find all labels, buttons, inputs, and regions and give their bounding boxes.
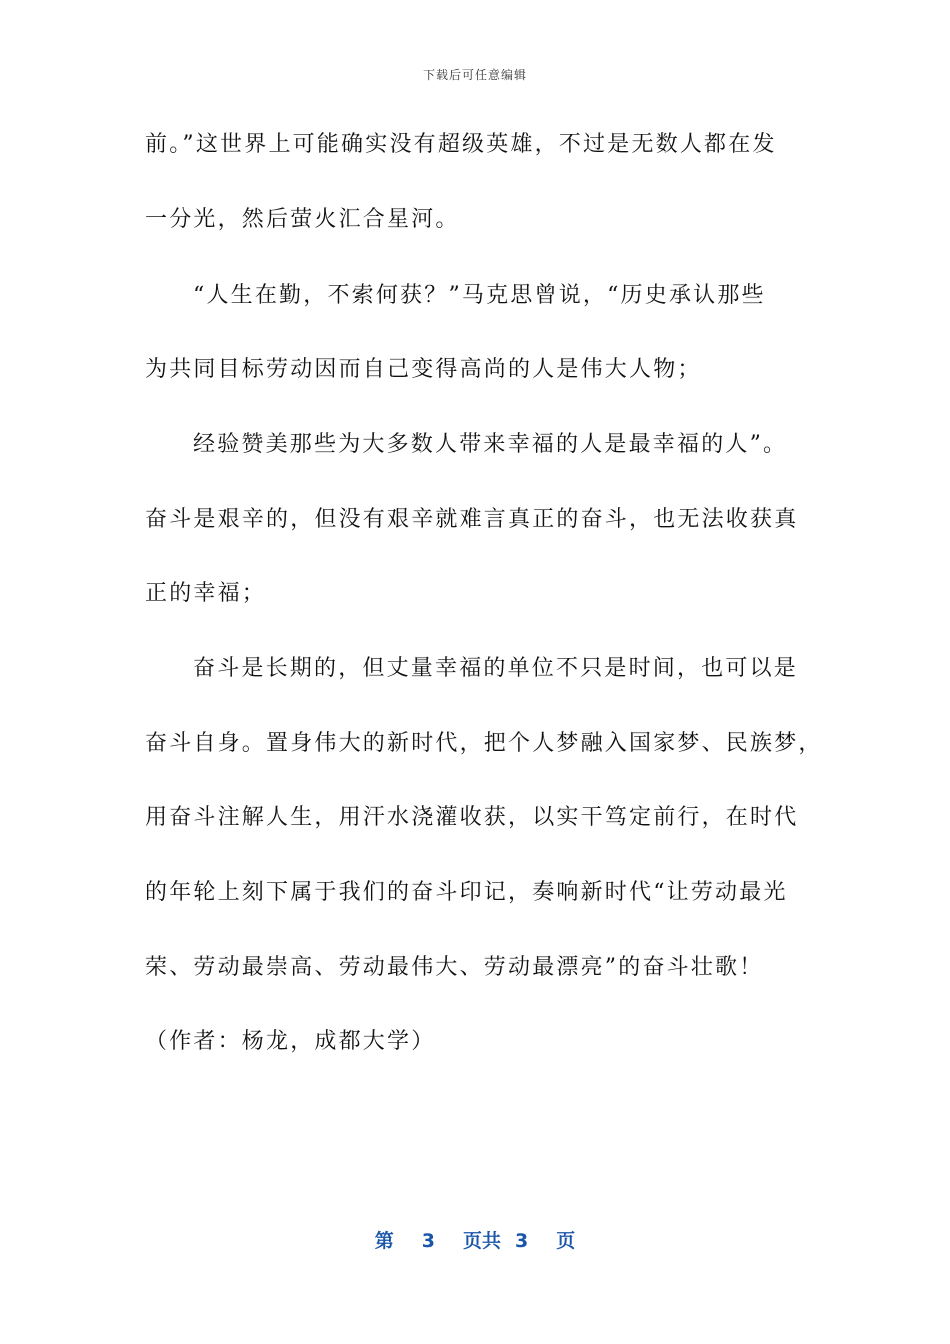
paragraph-line: 奋斗自身。置身伟大的新时代，把个人梦融入国家梦、民族梦， <box>145 731 823 756</box>
page-header: 下载后可任意编辑 <box>422 68 527 82</box>
author-credit: （作者：杨龙，成都大学） <box>145 1029 436 1054</box>
paragraph-line: 正的幸福； <box>145 581 267 606</box>
paragraph-line: 一分光，然后萤火汇合星河。 <box>145 207 460 232</box>
paragraph-line: 荣、劳动最崇高、劳动最伟大、劳动最漂亮”的奋斗壮歌！ <box>145 955 764 980</box>
footer-suffix: 页 <box>556 1230 576 1252</box>
paragraph-line: 前。”这世界上可能确实没有超级英雄，不过是无数人都在发 <box>145 132 777 157</box>
page-footer <box>0 1226 950 1253</box>
current-page-number: 3 <box>421 1230 435 1252</box>
paragraph-line: 的年轮上刻下属于我们的奋斗印记，奏响新时代“让劳动最光 <box>145 880 788 905</box>
paragraph-line: “人生在勤，不索何获？”马克思曾说，“历史承认那些 <box>193 283 766 308</box>
paragraph-line: 奋斗是艰辛的，但没有艰辛就难言真正的奋斗，也无法收获真 <box>145 507 799 532</box>
paragraph-line: 经验赞美那些为大多数人带来幸福的人是最幸福的人”。 <box>193 432 788 457</box>
total-page-number: 3 <box>515 1230 529 1252</box>
paragraph-line: 用奋斗注解人生，用汗水浇灌收获，以实干笃定前行，在时代 <box>145 805 799 830</box>
footer-prefix: 第 <box>374 1230 394 1252</box>
footer-middle: 页共 <box>462 1230 501 1252</box>
paragraph-line: 奋斗是长期的，但丈量幸福的单位不只是时间，也可以是 <box>193 656 799 681</box>
paragraph-line: 为共同目标劳动因而自己变得高尚的人是伟大人物； <box>145 357 702 382</box>
